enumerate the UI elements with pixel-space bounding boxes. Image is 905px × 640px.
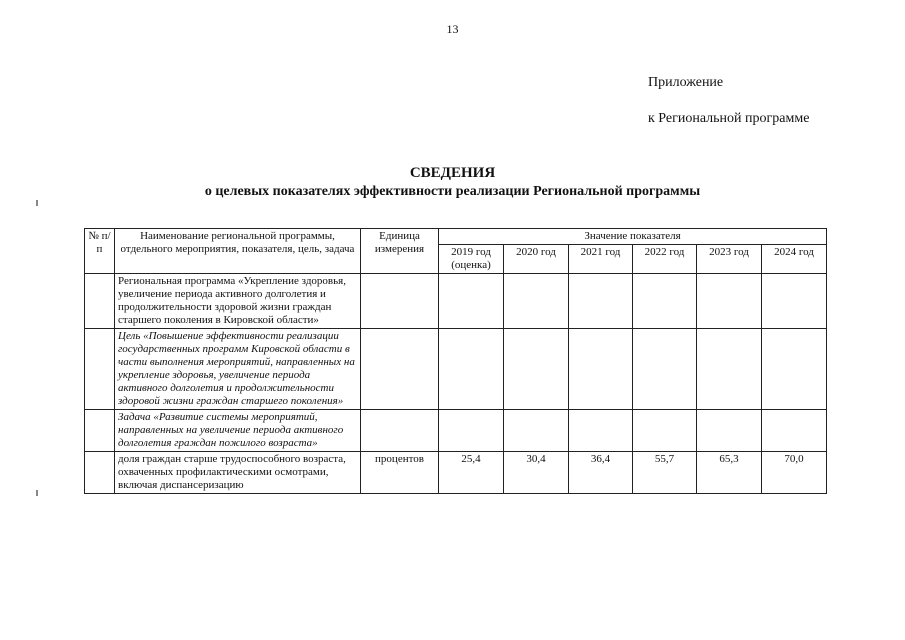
appendix-line-2: к Региональной программе	[648, 111, 810, 126]
header-year-2023: 2023 год	[697, 245, 762, 274]
appendix-line-1: Приложение	[648, 75, 724, 90]
document-title: СВЕДЕНИЯ	[409, 165, 496, 181]
cell-value-2023: 65,3	[697, 452, 762, 494]
cell-number	[85, 329, 115, 410]
table-header-row	[85, 229, 827, 245]
cell-unit	[361, 410, 439, 452]
cell-value	[504, 274, 569, 329]
cell-value	[762, 329, 827, 410]
cell-value	[762, 274, 827, 329]
cell-value	[439, 274, 504, 329]
header-name: Наименование региональной программы, отдельного мероприятия, показателя, цель, задача	[115, 229, 361, 274]
cell-task-name: Задача «Развитие системы мероприятий, направленных на увеличение периода активного долголетия граждан пожилого возраста»	[115, 410, 361, 452]
cell-value-2022: 55,7	[633, 452, 697, 494]
table-row	[85, 452, 827, 494]
header-unit: Единица измерения	[361, 229, 439, 274]
cell-value-2021: 36,4	[569, 452, 633, 494]
scan-speck	[36, 200, 38, 206]
header-number: № п/п	[85, 229, 115, 274]
cell-value-2024: 70,0	[762, 452, 827, 494]
cell-unit: процентов	[361, 452, 439, 494]
cell-value	[569, 274, 633, 329]
cell-value	[762, 410, 827, 452]
table-row	[85, 329, 827, 410]
cell-value-2019: 25,4	[439, 452, 504, 494]
cell-number	[85, 274, 115, 329]
cell-value	[504, 329, 569, 410]
cell-unit	[361, 329, 439, 410]
cell-value	[504, 410, 569, 452]
table-row	[85, 410, 827, 452]
cell-program-name: Региональная программа «Укрепление здоровья, увеличение периода активного долголетия и продолжительности здоровой жизни граждан старшего поколения в Кировской области»	[115, 274, 361, 329]
page-number: 13	[446, 22, 459, 36]
cell-value	[569, 329, 633, 410]
header-year-2021: 2021 год	[569, 245, 633, 274]
cell-value	[633, 329, 697, 410]
cell-value	[439, 329, 504, 410]
header-year-2019: 2019 год (оценка)	[439, 245, 504, 274]
table-row	[85, 274, 827, 329]
cell-value	[439, 410, 504, 452]
cell-value	[633, 410, 697, 452]
cell-value-2020: 30,4	[504, 452, 569, 494]
header-value: Значение показателя	[439, 229, 827, 245]
cell-value	[697, 329, 762, 410]
header-year-2020: 2020 год	[504, 245, 569, 274]
cell-value	[697, 274, 762, 329]
cell-number	[85, 410, 115, 452]
cell-unit	[361, 274, 439, 329]
indicators-table	[84, 228, 827, 494]
cell-value	[697, 410, 762, 452]
header-year-2022: 2022 год	[633, 245, 697, 274]
cell-number	[85, 452, 115, 494]
document-subtitle: о целевых показателях эффективности реализации Региональной программы	[204, 184, 701, 199]
cell-goal-name: Цель «Повышение эффективности реализации государственных программ Кировской области в части выполнения мероприятий, направленных на укрепление здоровья, увеличение периода активного долголетия и продолжительности здоровой жизни граждан старшего поколения»	[115, 329, 361, 410]
header-year-2024: 2024 год	[762, 245, 827, 274]
cell-value	[633, 274, 697, 329]
cell-indicator-name: доля граждан старше трудоспособного возраста, охваченных профилактическими осмотрами, включая диспансеризацию	[115, 452, 361, 494]
scan-speck	[36, 490, 38, 496]
cell-value	[569, 410, 633, 452]
